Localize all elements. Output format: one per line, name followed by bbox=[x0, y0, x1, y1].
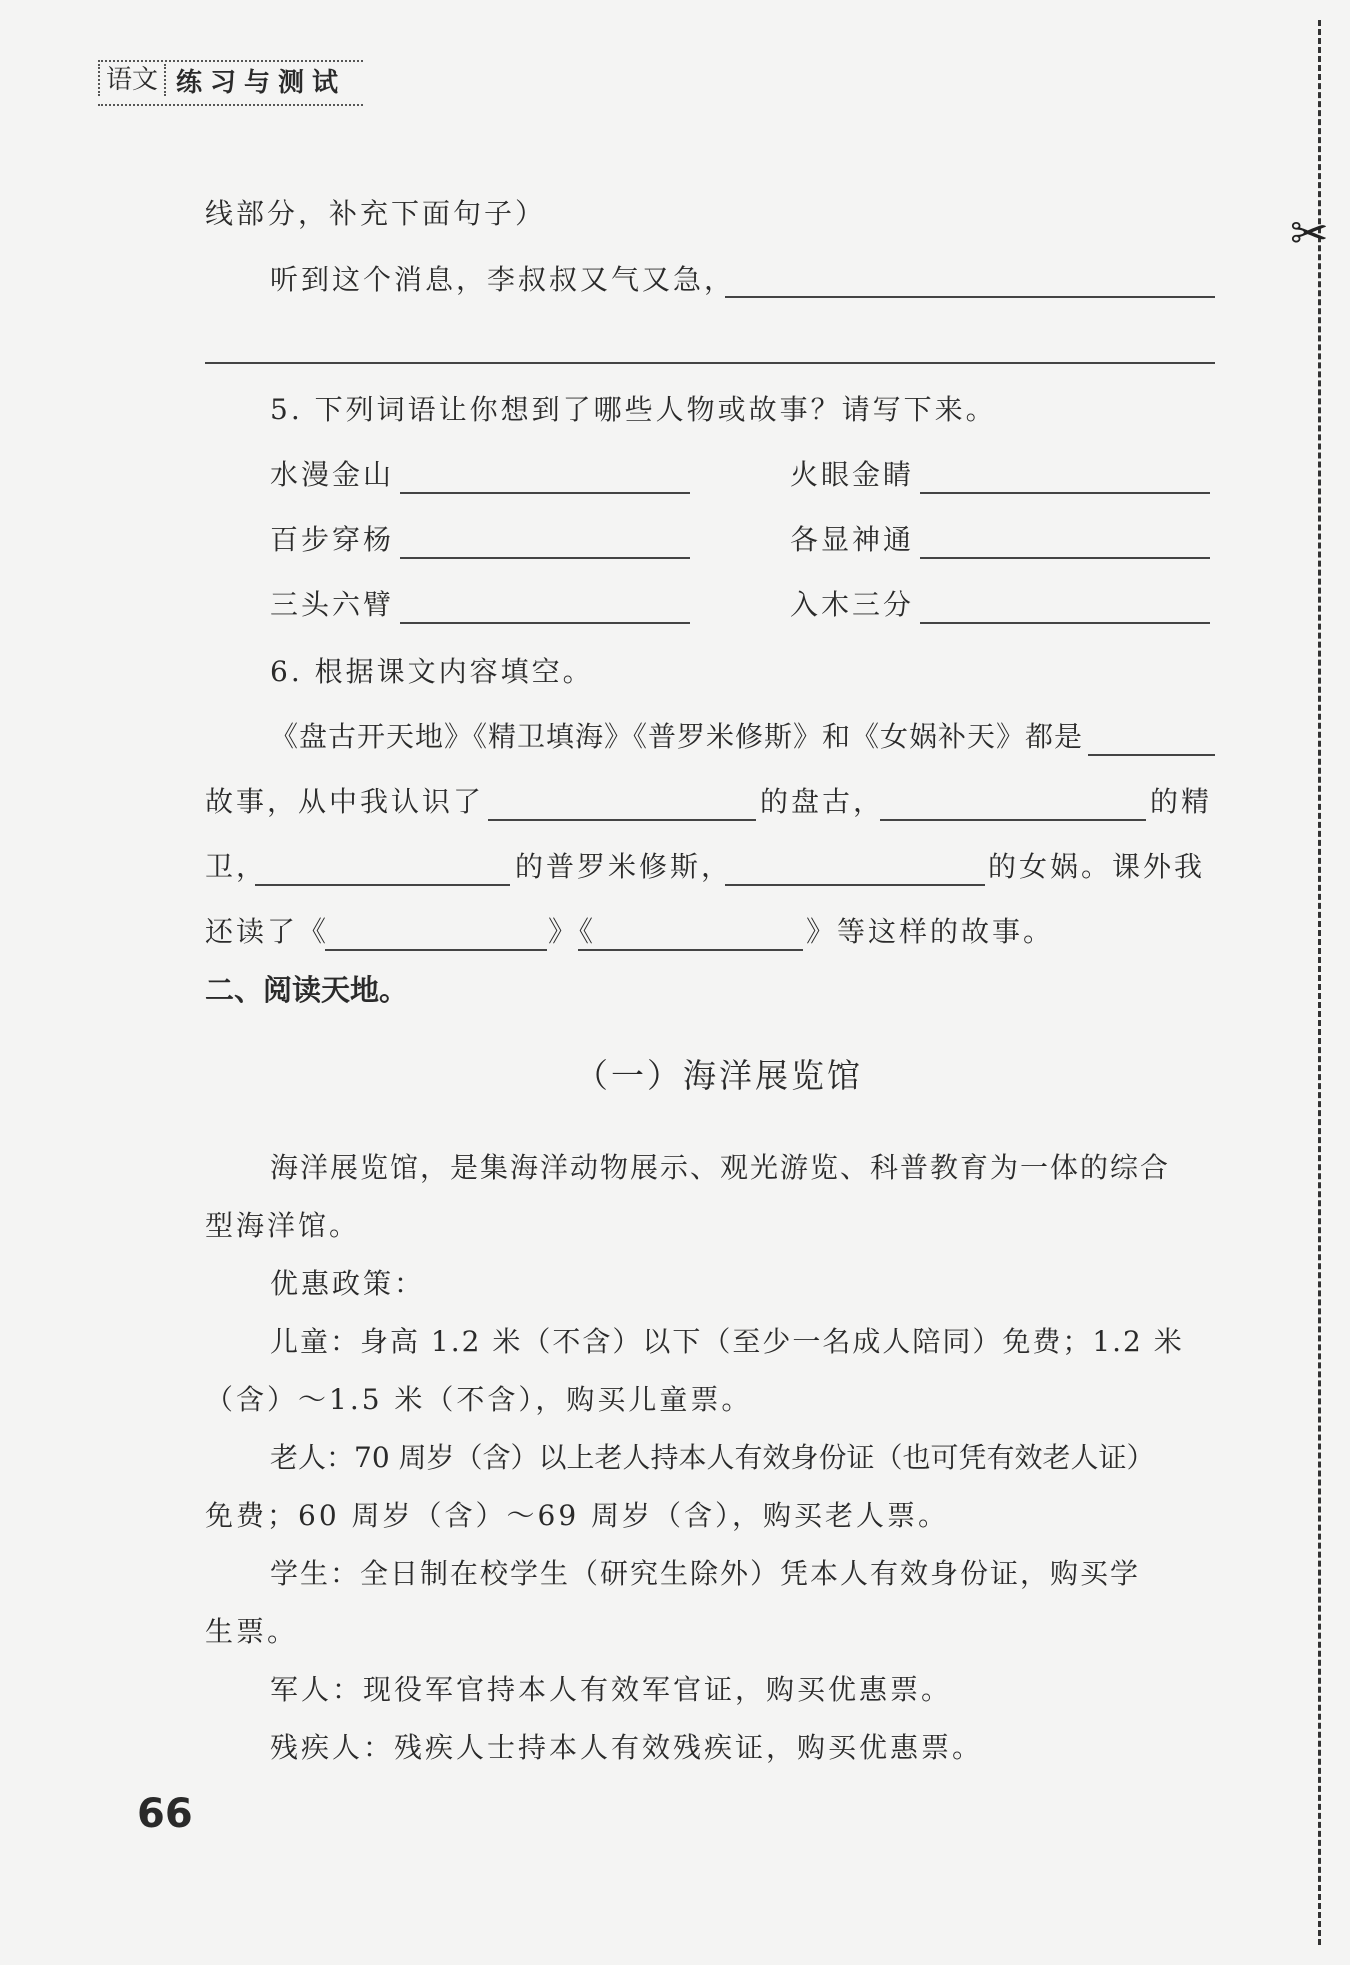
q6-blank-prometheus[interactable] bbox=[255, 854, 510, 886]
passage-p6: 军人：现役军官持本人有效军官证，购买优惠票。 bbox=[270, 1673, 953, 1706]
q5-blank-2[interactable] bbox=[920, 462, 1210, 494]
q5-blank-5[interactable] bbox=[400, 592, 690, 624]
page-header bbox=[98, 60, 363, 106]
q6-line2-c: 的精 bbox=[1150, 785, 1213, 818]
q6-blank-jingwei[interactable] bbox=[880, 789, 1146, 821]
q6-line3-c: 的女娲。课外我 bbox=[988, 850, 1206, 883]
passage-p3-line2: （含）～1.5 米（不含），购买儿童票。 bbox=[205, 1383, 753, 1416]
q5-blank-3[interactable] bbox=[400, 527, 690, 559]
section-title: 二、阅读天地。 bbox=[205, 973, 409, 1007]
q5-blank-6[interactable] bbox=[920, 592, 1210, 624]
q6-prompt: 6. 根据课文内容填空。 bbox=[270, 655, 594, 688]
passage-p5-line2: 生票。 bbox=[205, 1615, 299, 1648]
passage-p1-line2: 型海洋馆。 bbox=[205, 1209, 361, 1242]
passage-p4-line2: 免费；60 周岁（含）～69 周岁（含），购买老人票。 bbox=[205, 1499, 950, 1532]
header-subject: 语文 bbox=[98, 64, 166, 96]
q6-line3-a: 卫， bbox=[205, 850, 268, 883]
q5-item-4: 各显神通 bbox=[790, 523, 915, 556]
q6-line4-b: 》《 bbox=[548, 915, 597, 948]
q5-prompt: 5. 下列词语让你想到了哪些人物或故事？请写下来。 bbox=[270, 393, 997, 426]
q6-line3-b: 的普罗米修斯， bbox=[515, 850, 733, 883]
q6-blank-story-type[interactable] bbox=[1088, 724, 1215, 756]
passage-p4-line1: 老人：70 周岁（含）以上老人持本人有效身份证（也可凭有效老人证） bbox=[270, 1441, 1155, 1474]
q5-item-1: 水漫金山 bbox=[270, 458, 395, 491]
q6-blank-book2[interactable] bbox=[578, 919, 803, 951]
passage-title: （一）海洋展览馆 bbox=[575, 1056, 863, 1095]
cut-line bbox=[1318, 20, 1321, 1945]
passage-p5-line1: 学生：全日制在校学生（研究生除外）凭本人有效身份证，购买学 bbox=[270, 1557, 1141, 1590]
passage-p3-line1: 儿童：身高 1.2 米（不含）以下（至少一名成人陪同）免费；1.2 米 bbox=[270, 1325, 1184, 1358]
q5-item-5: 三头六臂 bbox=[270, 588, 395, 621]
q6-line4-a: 还读了《 bbox=[205, 915, 330, 948]
passage-p1-line1: 海洋展览馆，是集海洋动物展示、观光游览、科普教育为一体的综合 bbox=[270, 1151, 1171, 1184]
q6-blank-pangu[interactable] bbox=[488, 789, 756, 821]
answer-blank-sentence[interactable] bbox=[725, 266, 1215, 298]
scissors-icon: ✂ bbox=[1290, 206, 1329, 260]
q5-blank-4[interactable] bbox=[920, 527, 1210, 559]
q5-blank-1[interactable] bbox=[400, 462, 690, 494]
q6-blank-nvwa[interactable] bbox=[725, 854, 985, 886]
q6-line2-b: 的盘古， bbox=[760, 785, 885, 818]
page-number: 66 bbox=[137, 1791, 193, 1837]
continuation-line2: 听到这个消息，李叔叔又气又急， bbox=[270, 263, 736, 296]
passage-p2: 优惠政策： bbox=[270, 1267, 426, 1300]
header-book-title: 练习与测试 bbox=[176, 68, 347, 98]
q6-line2-a: 故事，从中我认识了 bbox=[205, 785, 485, 818]
q6-line1: 《盘古开天地》《精卫填海》《普罗米修斯》和《女娲补天》都是 bbox=[270, 720, 1084, 753]
q6-line4-c: 》等这样的故事。 bbox=[806, 915, 1055, 948]
passage-p7: 残疾人：残疾人士持本人有效残疾证，购买优惠票。 bbox=[270, 1731, 984, 1764]
q5-item-6: 入木三分 bbox=[790, 588, 915, 621]
continuation-line1: 线部分，补充下面句子） bbox=[205, 197, 547, 230]
q5-item-2: 火眼金睛 bbox=[790, 458, 915, 491]
answer-rule-sentence[interactable] bbox=[205, 362, 1215, 364]
q5-item-3: 百步穿杨 bbox=[270, 523, 395, 556]
q6-blank-book1[interactable] bbox=[325, 919, 547, 951]
